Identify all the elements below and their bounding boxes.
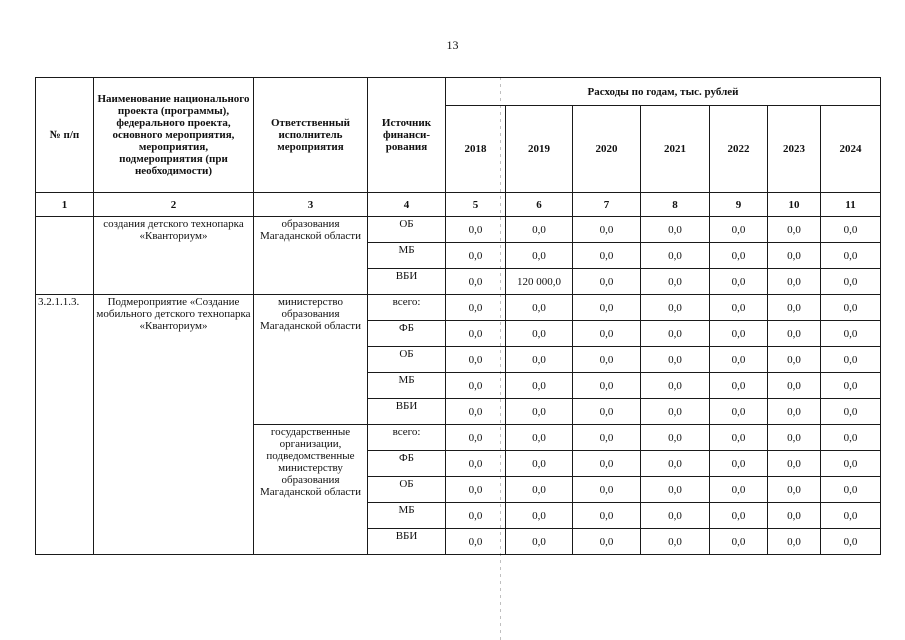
column-number: 4 xyxy=(368,193,446,217)
expense-value: 0,0 xyxy=(573,399,641,425)
expense-value: 0,0 xyxy=(821,529,881,555)
column-number: 5 xyxy=(446,193,506,217)
expense-value: 0,0 xyxy=(768,503,821,529)
row-code xyxy=(36,217,94,295)
column-number: 10 xyxy=(768,193,821,217)
header-source: Источник финанси-рования xyxy=(368,78,446,193)
expense-value: 0,0 xyxy=(446,503,506,529)
row-code: 3.2.1.1.3. xyxy=(36,295,94,555)
expense-value: 0,0 xyxy=(446,425,506,451)
expense-value: 0,0 xyxy=(506,425,573,451)
activity-name: создания детского технопарка «Кванториум» xyxy=(94,217,254,295)
expense-value: 0,0 xyxy=(446,295,506,321)
expense-value: 0,0 xyxy=(506,295,573,321)
expense-value: 0,0 xyxy=(768,529,821,555)
funding-source: МБ xyxy=(368,503,446,529)
expense-value: 0,0 xyxy=(573,347,641,373)
column-number: 1 xyxy=(36,193,94,217)
executor-name: министерство образования Магаданской области xyxy=(254,295,368,425)
expense-value: 0,0 xyxy=(573,269,641,295)
expense-value: 0,0 xyxy=(821,503,881,529)
expense-value: 0,0 xyxy=(710,243,768,269)
expense-value: 0,0 xyxy=(641,373,710,399)
expense-value: 0,0 xyxy=(768,295,821,321)
expense-value: 0,0 xyxy=(641,269,710,295)
expense-value: 0,0 xyxy=(821,269,881,295)
expense-value: 0,0 xyxy=(641,503,710,529)
column-number: 3 xyxy=(254,193,368,217)
expense-value: 0,0 xyxy=(641,347,710,373)
expense-value: 0,0 xyxy=(821,451,881,477)
expense-value: 0,0 xyxy=(446,269,506,295)
expense-value: 0,0 xyxy=(446,477,506,503)
expense-value: 0,0 xyxy=(710,503,768,529)
expense-value: 0,0 xyxy=(710,217,768,243)
expense-value: 0,0 xyxy=(710,295,768,321)
header-name: Наименование национального проекта (программы), федерального проекта, основного мероприятия, мероприятия, подмероприятия (при необходимости) xyxy=(94,78,254,193)
expense-value: 0,0 xyxy=(641,529,710,555)
header-year: 2022 xyxy=(710,106,768,193)
expense-value: 0,0 xyxy=(506,451,573,477)
funding-source: МБ xyxy=(368,373,446,399)
expense-value: 0,0 xyxy=(641,217,710,243)
header-expenses: Расходы по годам, тыс. рублей xyxy=(446,78,881,106)
expense-value: 0,0 xyxy=(821,295,881,321)
funding-source: ОБ xyxy=(368,217,446,243)
expense-value: 0,0 xyxy=(573,477,641,503)
column-number: 6 xyxy=(506,193,573,217)
funding-source: ФБ xyxy=(368,451,446,477)
column-number: 11 xyxy=(821,193,881,217)
expense-value: 0,0 xyxy=(821,321,881,347)
expense-value: 0,0 xyxy=(573,373,641,399)
funding-source: ВБИ xyxy=(368,529,446,555)
expense-value: 0,0 xyxy=(710,399,768,425)
expense-value: 0,0 xyxy=(506,347,573,373)
expense-value: 0,0 xyxy=(573,425,641,451)
funding-source: ФБ xyxy=(368,321,446,347)
column-number: 2 xyxy=(94,193,254,217)
expense-value: 0,0 xyxy=(768,217,821,243)
funding-source: всего: xyxy=(368,295,446,321)
column-numbers-row xyxy=(36,193,881,217)
header-year: 2021 xyxy=(641,106,710,193)
expense-value: 0,0 xyxy=(573,529,641,555)
expense-value: 0,0 xyxy=(768,399,821,425)
column-number: 9 xyxy=(710,193,768,217)
expense-value: 0,0 xyxy=(506,477,573,503)
expense-value: 0,0 xyxy=(446,321,506,347)
expense-value: 0,0 xyxy=(641,243,710,269)
expense-value: 0,0 xyxy=(768,373,821,399)
expense-value: 120 000,0 xyxy=(506,269,573,295)
expense-value: 0,0 xyxy=(821,373,881,399)
expense-value: 0,0 xyxy=(446,243,506,269)
expense-value: 0,0 xyxy=(710,451,768,477)
expense-value: 0,0 xyxy=(710,347,768,373)
expense-value: 0,0 xyxy=(641,321,710,347)
expense-value: 0,0 xyxy=(641,477,710,503)
page-number: 13 xyxy=(446,38,459,52)
expense-value: 0,0 xyxy=(446,529,506,555)
expense-value: 0,0 xyxy=(446,373,506,399)
expense-value: 0,0 xyxy=(446,451,506,477)
funding-source: МБ xyxy=(368,243,446,269)
expense-value: 0,0 xyxy=(573,321,641,347)
funding-source: ОБ xyxy=(368,347,446,373)
expense-value: 0,0 xyxy=(641,451,710,477)
column-number: 7 xyxy=(573,193,641,217)
expense-value: 0,0 xyxy=(506,529,573,555)
paper-crease xyxy=(500,77,501,640)
expense-value: 0,0 xyxy=(768,243,821,269)
table-body xyxy=(36,217,881,555)
expense-value: 0,0 xyxy=(641,399,710,425)
column-number: 8 xyxy=(641,193,710,217)
header-year: 2019 xyxy=(506,106,573,193)
expense-value: 0,0 xyxy=(768,477,821,503)
expense-value: 0,0 xyxy=(506,243,573,269)
funding-source: ОБ xyxy=(368,477,446,503)
executor-name: образования Магаданской области xyxy=(254,217,368,295)
expense-value: 0,0 xyxy=(506,217,573,243)
funding-source: всего: xyxy=(368,425,446,451)
header-year: 2020 xyxy=(573,106,641,193)
expense-value: 0,0 xyxy=(573,503,641,529)
expense-value: 0,0 xyxy=(768,269,821,295)
expense-value: 0,0 xyxy=(821,217,881,243)
expense-value: 0,0 xyxy=(768,451,821,477)
executor-name: государственные организации, подведомственные министерству образования Магаданской области xyxy=(254,425,368,555)
expense-value: 0,0 xyxy=(641,295,710,321)
expense-value: 0,0 xyxy=(710,321,768,347)
expense-value: 0,0 xyxy=(573,451,641,477)
expense-value: 0,0 xyxy=(506,503,573,529)
expense-value: 0,0 xyxy=(573,217,641,243)
expense-value: 0,0 xyxy=(821,425,881,451)
funding-source: ВБИ xyxy=(368,399,446,425)
expense-value: 0,0 xyxy=(446,399,506,425)
expense-value: 0,0 xyxy=(506,399,573,425)
expense-value: 0,0 xyxy=(710,477,768,503)
expense-value: 0,0 xyxy=(506,373,573,399)
expense-value: 0,0 xyxy=(821,399,881,425)
header-executor: Ответственный исполнитель мероприятия xyxy=(254,78,368,193)
expense-value: 0,0 xyxy=(573,243,641,269)
funding-source: ВБИ xyxy=(368,269,446,295)
activity-name: Подмероприятие «Создание мобильного детского технопарка «Кванториум» xyxy=(94,295,254,555)
header-row-top xyxy=(36,78,881,106)
expense-value: 0,0 xyxy=(446,347,506,373)
header-year: 2018 xyxy=(446,106,506,193)
header-year: 2023 xyxy=(768,106,821,193)
table-row xyxy=(36,217,881,243)
expense-value: 0,0 xyxy=(506,321,573,347)
expense-value: 0,0 xyxy=(446,217,506,243)
expense-value: 0,0 xyxy=(710,529,768,555)
expense-value: 0,0 xyxy=(710,373,768,399)
header-num: № п/п xyxy=(36,78,94,193)
expense-value: 0,0 xyxy=(768,347,821,373)
budget-table xyxy=(35,77,881,555)
expense-value: 0,0 xyxy=(768,425,821,451)
expense-value: 0,0 xyxy=(821,243,881,269)
expense-value: 0,0 xyxy=(710,425,768,451)
expense-value: 0,0 xyxy=(710,269,768,295)
table-row xyxy=(36,295,881,321)
expense-value: 0,0 xyxy=(641,425,710,451)
header-year: 2024 xyxy=(821,106,881,193)
expense-value: 0,0 xyxy=(768,321,821,347)
expense-value: 0,0 xyxy=(821,347,881,373)
expense-value: 0,0 xyxy=(573,295,641,321)
expense-value: 0,0 xyxy=(821,477,881,503)
